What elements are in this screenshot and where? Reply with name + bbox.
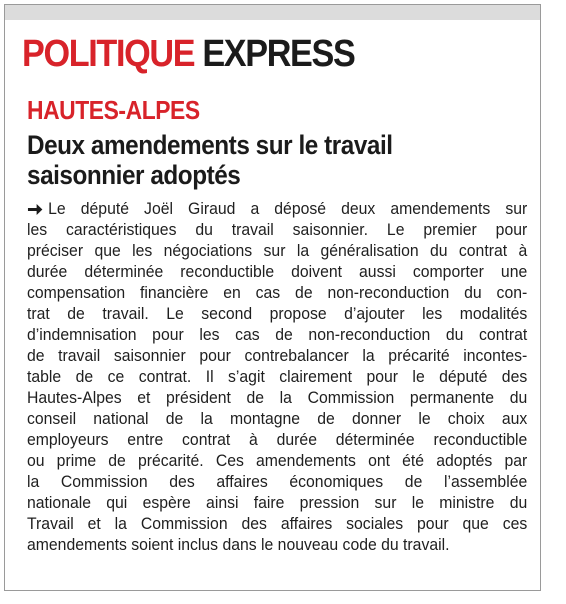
body-line: [27, 346, 527, 367]
body-line-text: la Commission des affaires économiques de l’assemblée: [27, 473, 528, 491]
body-line: [27, 367, 527, 388]
arrow-right-icon: [27, 199, 48, 220]
body-line: [27, 430, 527, 451]
section-rubric: [22, 31, 354, 77]
body-line: [27, 283, 527, 304]
body-line-text: préciser que les négociations sur la généralisation du contrat à: [27, 242, 528, 260]
body-line-text: les caractéristiques du travail saisonnier. Le premier pour: [27, 221, 528, 239]
body-line: [27, 514, 527, 535]
body-line: [27, 304, 527, 325]
body-line-text: Travail et la Commission des affaires sociales pour que ces: [27, 515, 528, 533]
body-line-text: durée déterminée reconductible doivent aussi comporter une: [27, 263, 528, 281]
body-line: [27, 535, 527, 556]
body-line-text: table de ce contrat. Il s’agit clairement pour le député des: [27, 368, 528, 386]
article-frame: [4, 4, 541, 591]
body-line-text: Le député Joël Giraud a déposé deux amendements sur: [48, 200, 528, 218]
body-line-text: nationale qui espère ainsi faire pression sur le ministre du: [27, 494, 528, 512]
body-line: [27, 388, 527, 409]
body-line-text: trat de travail. Le second propose d’ajouter les modalités: [27, 305, 528, 323]
body-line: [27, 262, 527, 283]
body-line: [27, 409, 527, 430]
body-line-text: ou prime de précarité. Ces amendements ont été adoptés par: [27, 452, 528, 470]
body-line-text: d’indemnisation pour les cas de non-reconduction du contrat: [27, 326, 528, 344]
headline-line: Deux amendements sur le travail: [27, 130, 393, 160]
body-line: [27, 472, 527, 493]
body-line: [27, 451, 527, 472]
body-line: [27, 325, 527, 346]
body-line: [27, 199, 527, 220]
body-line: [27, 493, 527, 514]
body-line-text: conseil national de la montagne de donner le choix aux: [27, 410, 528, 428]
body-line-text: employeurs entre contrat à durée déterminée reconductible: [27, 431, 528, 449]
headline-line: saisonnier adoptés: [27, 160, 241, 190]
body-line-text: compensation financière en cas de non-reconduction du con-: [27, 284, 528, 302]
top-band: [5, 5, 540, 20]
article-headline: [27, 130, 477, 190]
rubric-politique: POLITIQUE: [22, 33, 195, 75]
article-kicker: HAUTES-ALPES: [27, 95, 200, 125]
body-line-text: amendements soient inclus dans le nouveau code du travail.: [27, 536, 450, 554]
article-body: [27, 199, 527, 556]
body-line-text: Hautes-Alpes et président de la Commission permanente du: [27, 389, 528, 407]
body-line: [27, 241, 527, 262]
body-line: [27, 220, 527, 241]
body-line-text: de travail saisonnier pour contrebalancer la précarité incontes-: [27, 347, 528, 365]
rubric-express: EXPRESS: [202, 33, 355, 75]
